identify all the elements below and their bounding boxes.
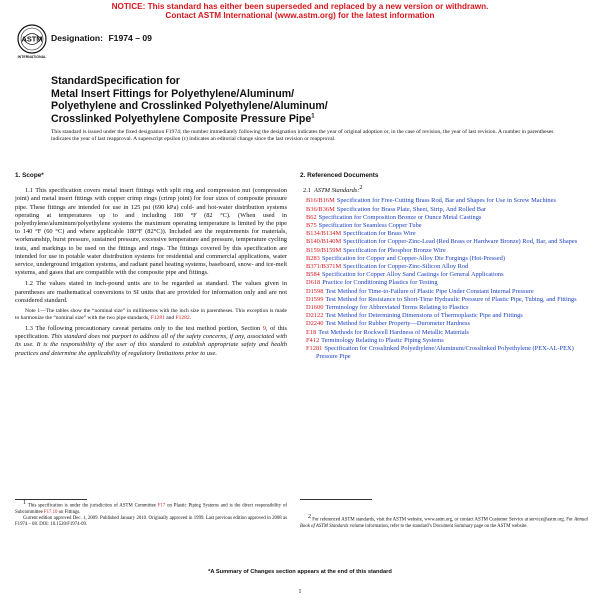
note1-ref-f1282[interactable]: F1282 (175, 315, 190, 322)
reference-code-link[interactable]: B134/B134M (306, 230, 342, 238)
reference-item (303, 312, 588, 320)
reference-code-link[interactable]: D618 (306, 279, 321, 287)
reference-title-link[interactable]: Specification for Composition Bronze or Ounce Metal Castings (318, 213, 482, 221)
footnote-1 (15, 500, 288, 528)
reference-title-link[interactable]: Test Method for Resistance to Short-Time Hydraulic Pressure of Plastic Pipe, Tubing, and Fittings (325, 295, 577, 303)
footnote-1-text-c: on Fittings. (58, 509, 81, 515)
summary-of-changes-note: *A Summary of Changes section appears at the end of this standard (208, 569, 392, 575)
reference-list (300, 197, 588, 361)
reference-item (303, 329, 588, 337)
document-title (51, 75, 481, 125)
footnote-1-text-d: Current edition approved Dec. 1, 2009. Published January 2010. Originally approved in 1999. Last previous edition approved in 2008 as F1974 – 08. DOI: 10.1520/F1974-09. (15, 516, 287, 528)
reference-item (303, 271, 588, 279)
footnote-2-text-b: volume information, refer to the standard’s Document Summary page on the ASTM website. (349, 523, 528, 529)
footnote-1-ref-f1710[interactable]: F17.10 (43, 509, 58, 515)
logo-subtext: INTERNATIONAL (17, 55, 47, 59)
reference-item (303, 255, 588, 263)
right-footnote-rule (300, 499, 372, 500)
reference-title-link[interactable]: Specification for Free-Cutting Brass Rod, Bar and Shapes for Use in Screw Machines (336, 197, 556, 205)
reference-code-link[interactable]: E18 (306, 328, 317, 336)
notice-line-1: NOTICE: This standard has either been superseded and replaced by a new version or withdrawn. (111, 2, 489, 11)
footnote-2-italic: Annual Book of ASTM Standards (300, 517, 588, 529)
reference-item (303, 263, 588, 271)
astm-standards-subheading (303, 187, 588, 195)
reference-code-link[interactable]: B584 (306, 271, 320, 279)
reference-item (303, 238, 588, 246)
reference-code-link[interactable]: D2122 (306, 312, 324, 320)
reference-title-link[interactable]: Specification for Seamless Copper Tube (318, 222, 422, 230)
scope-heading: 1. Scope* (15, 172, 44, 179)
reference-code-link[interactable]: B62 (306, 213, 317, 221)
footnote-1-mark: 1 (23, 500, 26, 506)
title-line-3: Polyethylene and Crosslinked Polyethylene/Aluminum/ (51, 100, 328, 113)
reference-code-link[interactable]: F1281 (306, 345, 323, 353)
reference-title-link[interactable]: Specification for Copper-Zinc-Silicon Alloy Rod (343, 263, 469, 271)
note1-and: and (166, 315, 175, 322)
reference-code-link[interactable]: D1600 (306, 304, 324, 312)
reference-title-link[interactable]: Terminology Relating to Plastic Piping Systems (321, 336, 444, 344)
reference-item (303, 279, 588, 287)
reference-item (303, 247, 588, 255)
reference-title-link[interactable]: Test Method for Rubber Property—Durometer Hardness (325, 320, 470, 328)
designation (51, 33, 152, 43)
title-line-4 (51, 113, 481, 126)
scope-note-1 (15, 308, 287, 322)
reference-item (303, 337, 588, 345)
notice-line-2: Contact ASTM International (www.astm.org) for the latest information (165, 11, 435, 21)
scope-para-1-1: 1.1 This specification covers metal insert fittings with split ring and compression nut (compression joint) and metal insert fittings with copper crimp rings (crimp joint) for four sizes of composite pressure pipe. These fittings are intended for use in 125 psi (690 kPa) cold- and hot-water distribution systems operating at temperatures up to and including 180 °F (82 °C). (When used in polyethylene/aluminum/polyethylene systems the maximum operating temperature is limited by the pipe to 140 °F (60 °C) and where applicable 180°F (82°C)). Included are the requirements for materials, workmanship, burst pressure, sustained pressure, excessive temperature and pressure, temperature cycling tests, and markings to be used on the fittings and rings. The fittings covered by this specification are intended for use in potable water distribution systems for residential and commercial applications, water service, underground irrigation systems, and radiant panel heating systems, baseboard, snow- and ice-melt systems, and gases that are compatible with the composite pipe and fittings. (15, 187, 287, 277)
footnote-2-mark: 2 (308, 514, 311, 520)
reference-code-link[interactable]: B16/B16M (306, 197, 335, 205)
reference-title-link[interactable]: Test Methods for Rockwell Hardness of Metallic Materials (318, 328, 469, 336)
footnote-1-ref-f17[interactable]: F17 (157, 503, 166, 509)
title-line-4-text: Crosslinked Polyethylene Composite Pressure Pipe (51, 112, 312, 125)
footnote-1-text-a: This specification is under the jurisdiction of ASTM Committee (27, 503, 156, 509)
reference-item (303, 206, 588, 214)
references-heading: 2. Referenced Documents (300, 172, 379, 179)
reference-item (303, 345, 588, 361)
reference-code-link[interactable]: D2240 (306, 320, 324, 328)
note1-end: . (189, 315, 191, 322)
reference-title-link[interactable]: Specification for Phosphor Bronze Wire (343, 246, 446, 254)
designation-label: Designation: (51, 33, 104, 43)
para13-section-link[interactable]: 9 (262, 325, 266, 333)
para13-text-a: 1.3 The following precautionary caveat pertains only to the test method portion, Section (25, 325, 261, 333)
reference-title-link[interactable]: Specification for Copper and Copper-Alloy Die Forgings (Hot-Pressed) (321, 254, 505, 262)
note1-ref-f1281[interactable]: F1281 (150, 315, 165, 322)
references-subsection-number: 2.1 (303, 187, 311, 195)
note1-text: Note 1—The tables show the “nominal size” in millimetres with the inch size in parentheses. This exception is made to harmonize the “nominal size” with the two pipe standards, (15, 308, 287, 322)
reference-title-link[interactable]: Test Method for Time-to-Failure of Plastic Pipe Under Constant Internal Pressure (325, 287, 534, 295)
page-number: 1 (298, 588, 302, 595)
para13-caveat: This standard does not purport to address all of the safety concerns, if any, associated with its use. It is the responsibility of the user of this standard to establish appropriate safety and health practices and determine the applicability of regulatory limitations prior to use. (15, 333, 287, 357)
reference-title-link[interactable]: Specification for Crosslinked Polyethylene/Aluminum/Crosslinked Polyethylene (PEX-AL-PEX) Pressure Pipe (316, 345, 574, 361)
reference-title-link[interactable]: Specification for Brass Plate, Sheet, Strip, And Rolled Bar (336, 205, 487, 213)
footnote-2-text-a: For referenced ASTM standards, visit the ASTM website, www.astm.org, or contact ASTM Customer Service at service@astm.org. For (312, 517, 573, 523)
reference-code-link[interactable]: B283 (306, 254, 320, 262)
left-column (15, 170, 287, 361)
reference-code-link[interactable]: B159/B159M (306, 246, 342, 254)
reference-code-link[interactable]: B75 (306, 222, 317, 230)
reference-code-link[interactable]: B140/B140M (306, 238, 342, 246)
reference-title-link[interactable]: Test Method for Determining Dimensions of Thermoplastic Pipe and Fittings (325, 312, 523, 320)
reference-title-link[interactable]: Specification for Copper Alloy Sand Castings for General Applications (321, 271, 504, 279)
astm-logo-icon (17, 24, 47, 54)
reference-code-link[interactable]: D1598 (306, 287, 324, 295)
reference-item (303, 304, 588, 312)
reference-item (303, 230, 588, 238)
reference-title-link[interactable]: Practice for Conditioning Plastics for Testing (322, 279, 438, 287)
title-line-2: Metal Insert Fittings for Polyethylene/Aluminum/ (51, 87, 295, 100)
reference-title-link[interactable]: Specification for Copper-Zinc-Lead (Red Brass or Hardware Bronze) Rod, Bar, and Shapes (343, 238, 578, 246)
reference-code-link[interactable]: F412 (306, 336, 320, 344)
standard-issuance-note: This standard is issued under the fixed designation F1974; the number immediately following the designation indicates the year of original adoption or, in the case of revision, the year of last revision. A number in parentheses indicates the year of last reapproval. A superscript epsilon (ε) indicates an editorial change since the last revision or reapproval. (51, 129, 554, 143)
reference-item (303, 288, 588, 296)
scope-para-1-2: 1.2 The values stated in inch-pound units are to be regarded as standard. The values given in parentheses are mathematical conversions to SI units that are provided for information only and are not considered standard. (15, 280, 287, 304)
reference-title-link[interactable]: Terminology for Abbreviated Terms Relating to Plastics (325, 304, 469, 312)
reference-item (303, 214, 588, 222)
title-footnote-mark: 1 (311, 113, 315, 120)
reference-item (303, 296, 588, 304)
reference-item (303, 320, 588, 328)
title-line-1: StandardSpecification for (51, 75, 180, 87)
withdrawal-notice (0, 2, 600, 20)
reference-code-link[interactable]: D1599 (306, 295, 324, 303)
reference-code-link[interactable]: B36/B36M (306, 205, 335, 213)
reference-code-link[interactable]: B371/B371M (306, 263, 342, 271)
footnote-2 (300, 514, 588, 530)
right-column (300, 170, 588, 361)
logo-text: ASTM (21, 34, 43, 44)
references-subsection-label: ASTM Standards: (314, 187, 360, 195)
para13-text-b: , of this specification. (15, 325, 287, 341)
reference-item (303, 197, 588, 205)
reference-item (303, 222, 588, 230)
reference-title-link[interactable]: Specification for Brass Wire (343, 230, 416, 238)
scope-para-1-3 (15, 325, 287, 358)
designation-value: F1974 – 09 (108, 33, 152, 43)
references-subsection-mark: 2 (359, 185, 363, 192)
footnote-1-text-b: on Plastic Piping Systems and is the direct responsibility of Subcommittee (15, 503, 288, 515)
